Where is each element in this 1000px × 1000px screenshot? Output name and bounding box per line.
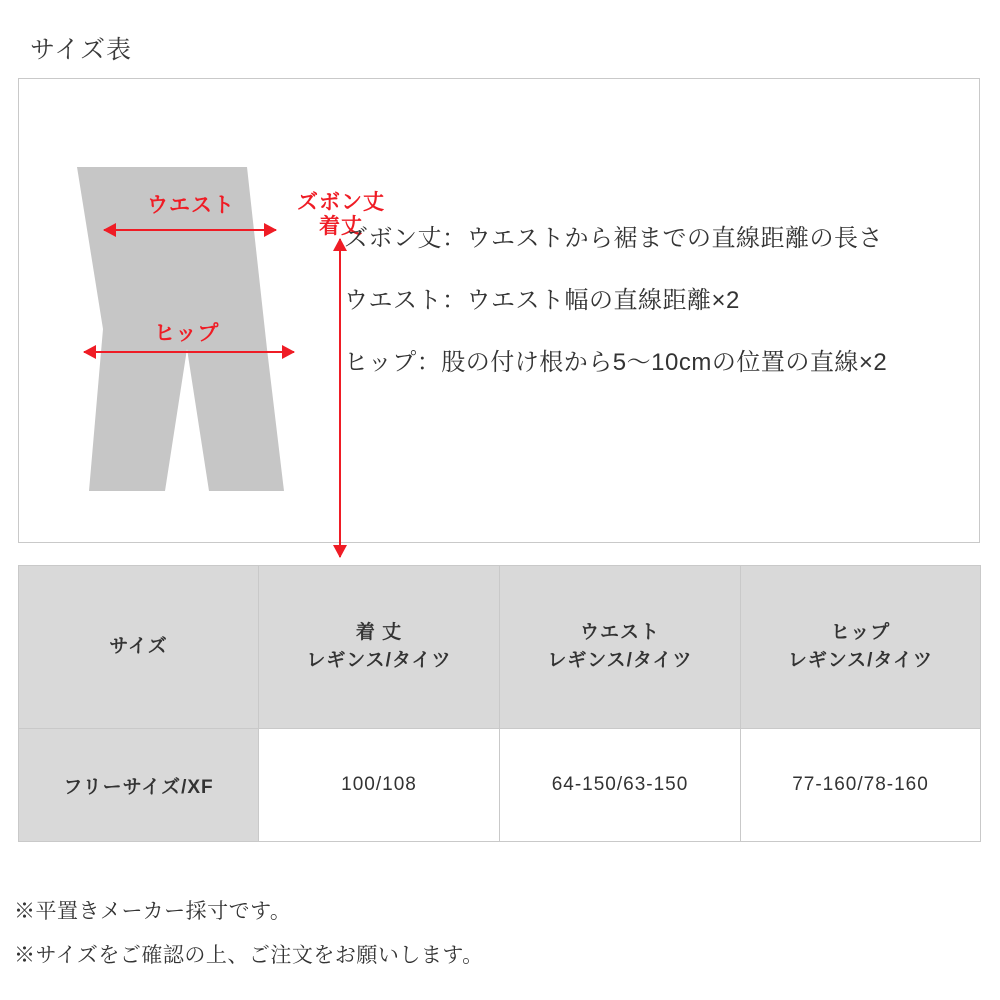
table-cell-size: フリーサイズ/XF (19, 729, 259, 842)
header-line2: レギンス/タイツ (306, 650, 452, 671)
header-line1: ウエスト (579, 622, 660, 644)
header-line2: レギンス/タイツ (787, 650, 934, 671)
footnote-line: ※サイズをご確認の上、ご注文をお願いします。 (14, 944, 484, 967)
hip-measure-arrow (84, 351, 294, 353)
size-table (18, 565, 981, 842)
header-line2: レギンス/タイツ (547, 650, 693, 671)
length-measure-arrow (339, 239, 341, 557)
measurement-notes (344, 227, 954, 413)
table-header-cell-size (19, 566, 259, 729)
page-title: サイズ表 (30, 36, 133, 64)
waist-measure-arrow (104, 229, 276, 231)
footnote-line: ※平置きメーカー採寸です。 (14, 900, 292, 923)
table-header-cell-hip (741, 566, 981, 729)
table-cell-hip: 77-160/78-160 (741, 729, 981, 842)
measurement-diagram-panel (18, 78, 980, 543)
header-line1: サイズ (109, 636, 168, 658)
note-line: ウエスト：ウエスト幅の直線距離×2 (344, 287, 740, 314)
note-line: ズボン丈：ウエストから裾までの直線距離の長さ (344, 225, 883, 252)
table-header-cell-length (259, 566, 500, 729)
table-cell-waist: 64-150/63-150 (500, 729, 741, 842)
table-header-row (19, 566, 981, 729)
table-cell-length: 100/108 (259, 729, 500, 842)
length-label-line1: ズボン丈 (297, 191, 385, 214)
header-line1: 着 丈 (355, 622, 403, 644)
hip-label: ヒップ (154, 322, 220, 345)
waist-label: ウエスト (147, 194, 235, 217)
footnotes (14, 895, 974, 983)
table-header-cell-waist (500, 566, 741, 729)
length-label-line2: 着丈 (319, 215, 363, 239)
header-line1: ヒップ (830, 622, 891, 644)
note-line: ヒップ：股の付け根から5〜10cmの位置の直線×2 (344, 349, 888, 376)
table-row (19, 729, 981, 842)
